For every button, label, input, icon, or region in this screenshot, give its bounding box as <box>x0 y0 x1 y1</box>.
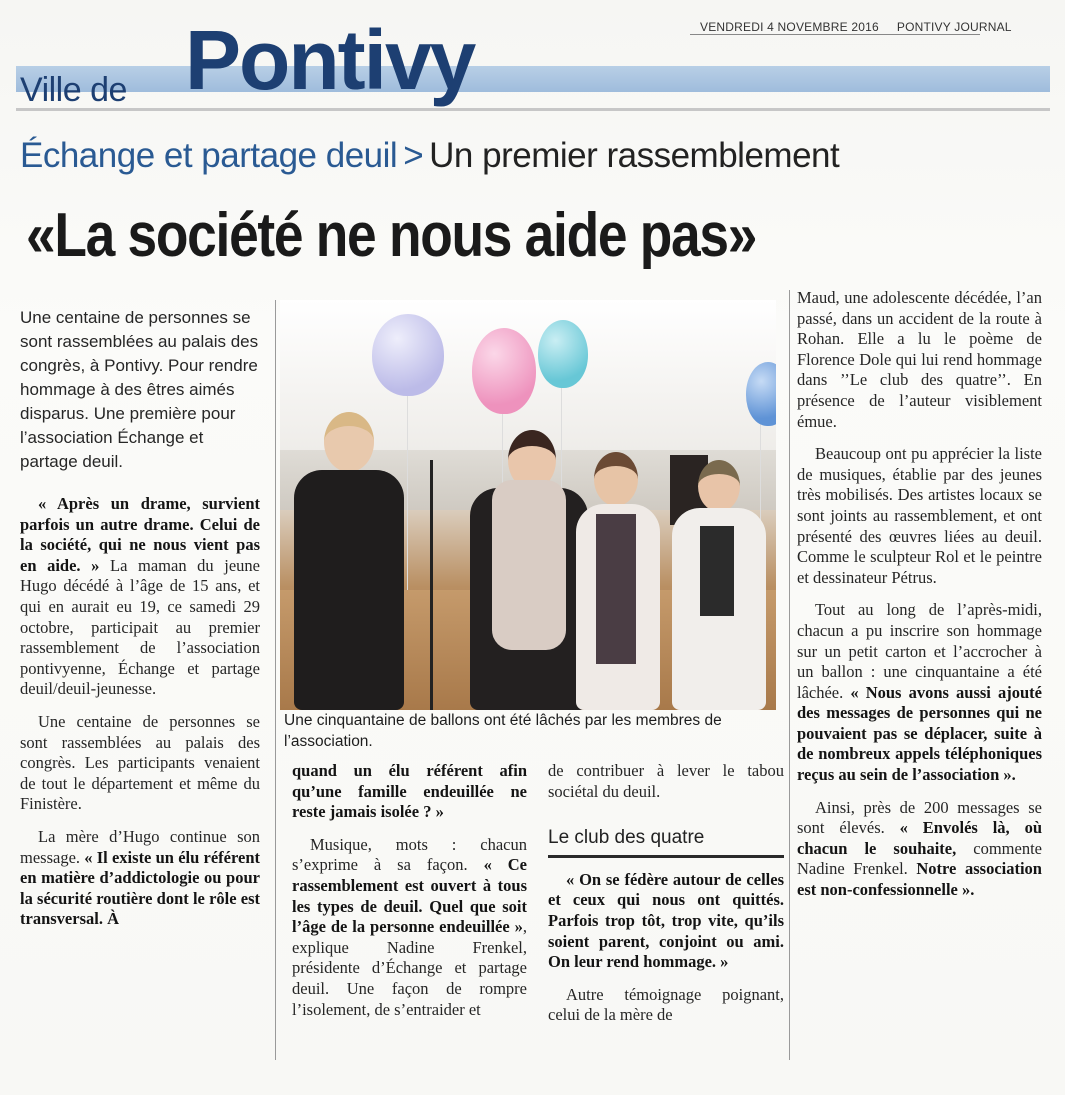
column-4 <box>797 288 1042 913</box>
paragraph <box>20 494 260 700</box>
paragraph-text: Tout au long de l’après-midi, chacun a pu inscrire son hommage sur un petit carton et l’accrocher à un ballon : une cinquantaine a été lâchée. <box>797 600 1042 702</box>
person-shirt <box>700 526 734 616</box>
quote: « Nous avons aussi ajouté des messages de personnes qui ne pouvaient pas se déplacer, suite à de nombreux appels téléphoniques reçus au sein de l’association ». <box>797 682 1042 785</box>
column-1 <box>20 306 260 942</box>
top-rule <box>690 34 980 35</box>
column-divider <box>275 300 276 1060</box>
paragraph-text: , explique Nadine Frenkel, présidente d’Échange et partage deuil. Une façon de rompre l’isolement, de s’entraider et <box>292 917 527 1019</box>
person-body <box>294 470 404 710</box>
photo-caption: Une cinquantaine de ballons ont été lâchés par les membres de l’association. <box>284 712 722 750</box>
paragraph-text: Musique, mots : chacun s’exprime à sa façon. <box>292 834 527 875</box>
section-title: Pontivy <box>185 13 475 107</box>
paragraph <box>797 600 1042 785</box>
paragraph-text: La mère d’Hugo continue son message. <box>20 826 260 867</box>
paragraph-text: commente Nadine Frenkel. <box>797 838 1042 879</box>
balloon-turquoise <box>538 320 588 388</box>
paragraph: Une centaine de personnes se sont rassemblées au palais des congrès. Les participants venaient de tout le département et même du Finistère. <box>20 711 260 814</box>
paragraph: de contribuer à lever le tabou sociétal du deuil. <box>548 761 784 801</box>
article-headline: «La société ne nous aide pas» <box>26 201 757 270</box>
topic-separator: > <box>403 136 424 175</box>
quote: Notre association est non-confessionnelle ». <box>797 859 1042 900</box>
paragraph <box>548 870 784 973</box>
balloon-lilac <box>372 314 444 396</box>
paragraph-text: Ainsi, près de 200 messages se sont élevés. <box>797 797 1042 838</box>
balloon-string <box>407 390 408 590</box>
paragraph-text: La maman du jeune Hugo décédé à l’âge de 15 ans, et qui en aurait eu 19, ce samedi 29 octobre, participait au premier rassemblement de l’association pontivyenne, Échange et partage deuil/deuil-jeunesse. <box>20 555 260 699</box>
paragraph <box>797 798 1042 901</box>
paragraph: Autre témoignage poignant, celui de la mère de <box>548 984 784 1025</box>
article-photo <box>280 300 776 710</box>
quote: quand un élu référent afin qu’une famille endeuillée ne reste jamais isolée ? » <box>292 761 527 822</box>
balloon-pink <box>472 328 536 414</box>
balloon-string <box>760 420 761 530</box>
person-scarf <box>596 514 636 664</box>
quote: « Après un drame, survient parfois un autre drame. Celui de la société, qui ne nous vient pas en aide. » <box>20 494 260 575</box>
section-kicker: Ville de <box>20 71 127 109</box>
issue-date: VENDREDI 4 NOVEMBRE 2016 <box>700 20 879 34</box>
column-2 <box>292 761 527 1032</box>
header-rule <box>16 108 1050 111</box>
paragraph: Maud, une adolescente décédée, l’an passé, dans un accident de la route à Rohan. Elle a lu le poème de Florence Dole qui lui rend hommage dans ’’Le club des quatre’’. En présence de l’auteur visiblement émue. <box>797 288 1042 431</box>
article-topic: Échange et partage deuil <box>20 136 398 175</box>
person-scarf <box>492 480 566 650</box>
publication-name: PONTIVY JOURNAL <box>896 20 1012 34</box>
microphone-stand <box>430 460 433 710</box>
paragraph: Beaucoup ont pu apprécier la liste de musiques, établie par des jeunes très mobilisés. Des artistes locaux se sont joints au rassemblement, et ont présenté des œuvres liées au deuil. Comme le sculpteur Rol et le peintre et dessinateur Pétrus. <box>797 444 1042 587</box>
column-3 <box>548 761 784 1038</box>
dateline <box>700 20 1030 34</box>
quote: « Il existe un élu référent en matière d’addictologie ou pour la sécurité routière dont le rôle est transversal. À <box>20 847 260 929</box>
paragraph <box>20 827 260 930</box>
article-subhead <box>20 136 839 176</box>
article-subtitle: Un premier rassemblement <box>429 136 840 175</box>
article-lead: Une centaine de personnes se sont rassemblées au palais des congrès, à Pontivy. Pour rendre hommage à des êtres aimés disparus. Une première pour l’association Échange et partage deuil. <box>20 308 259 471</box>
header-band <box>16 66 1050 92</box>
person-head <box>324 412 374 472</box>
section-heading: Le club des quatre <box>548 816 784 858</box>
paragraph <box>292 835 527 1020</box>
column-divider <box>789 290 790 1060</box>
quote: « On se fédère autour de celles et ceux qui nous ont quittés. Parfois trop tôt, trop vite, qu’ils soient parent, conjoint ou ami. On leur rend hommage. » <box>548 869 784 972</box>
quote: « Ce rassemblement est ouvert à tous les types de deuil. Quel que soit l’âge de la personne endeuillée » <box>292 855 527 937</box>
person-head <box>698 460 740 512</box>
paragraph <box>292 761 527 823</box>
quote: « Envolés là, où chacun le souhaite, <box>797 818 1042 858</box>
person-head <box>594 452 638 506</box>
